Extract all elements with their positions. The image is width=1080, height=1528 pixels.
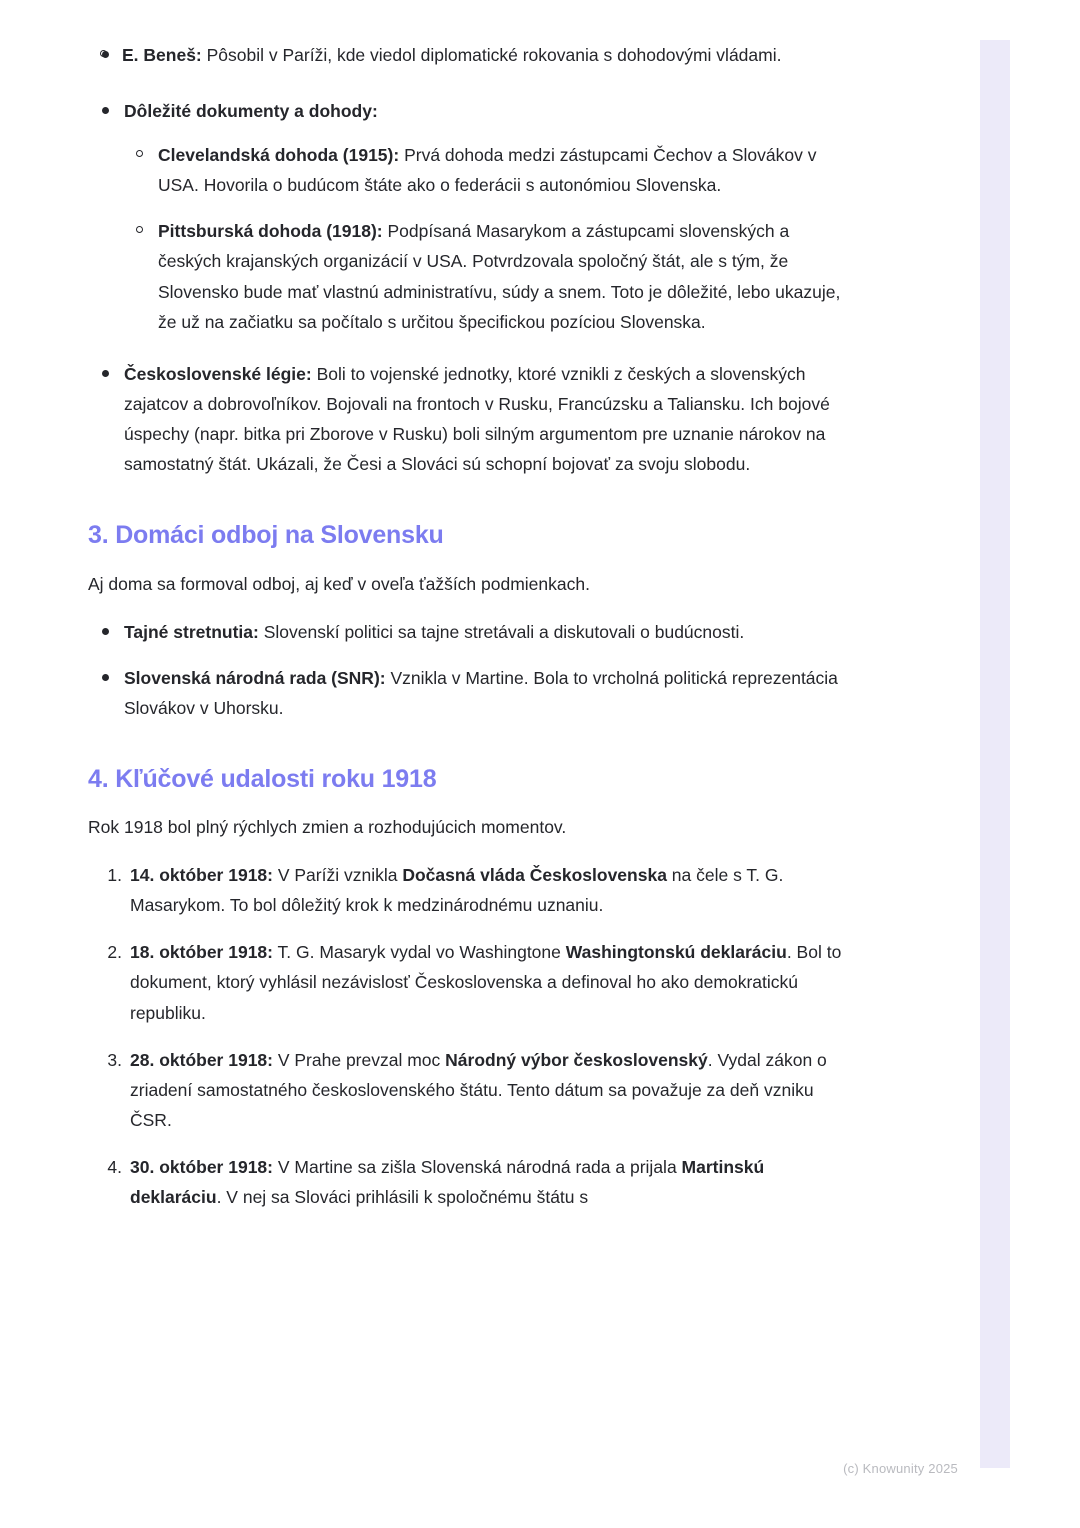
term-label: Slovenská národná rada (SNR): (124, 667, 386, 688)
event-text-a: V Martine sa zišla Slovenská národná rada a prijala (272, 1156, 682, 1177)
term-label: E. Beneš: (122, 45, 202, 65)
event-text-b: . Bol to dokument, ktorý vyhlásil nezávislosť Československa a definoval ho ako demokratickú republiku. (130, 942, 842, 1023)
list-item (124, 140, 848, 200)
document-content (88, 40, 848, 1212)
section-heading-4: 4. Kľúčové udalosti roku 1918 (88, 764, 437, 793)
top-fragment-sublist (88, 40, 848, 70)
term-label: Československé légie: (124, 363, 312, 384)
list-item (88, 1152, 848, 1212)
event-text-a: V Prahe prevzal moc (272, 1049, 446, 1070)
section-3-intro: Aj doma sa formoval odboj, aj keď v oveľa ťažších podmienkach. (88, 573, 590, 594)
event-date: 28. október 1918: (130, 1049, 273, 1070)
list-item (88, 40, 848, 70)
list-item (88, 937, 848, 1027)
section-4-intro: Rok 1918 bol plný rýchlych zmien a rozhodujúcich momentov. (88, 817, 567, 838)
term-text: Vznikla v Martine. Bola to vrcholná politická reprezentácia Slovákov v Uhorsku. (124, 667, 838, 718)
section-heading-3: 3. Domáci odboj na Slovensku (88, 521, 444, 550)
term-text: Podpísaná Masarykom a zástupcami slovenských a českých krajanských organizácií v USA. Potvrdzovala spoločný štát, ale s tým, že Slovensko bude mať vlastnú administratívu, súdy a snem. Toto je dôležité, lebo ukazuje, že už na začiatku sa počítalo s určitou špecifickou pozíciou Slovenska. (158, 221, 841, 332)
list-item (88, 617, 848, 647)
event-date: 14. október 1918: (130, 865, 273, 886)
event-date: 30. október 1918: (130, 1156, 273, 1177)
event-text-b: na čele s T. G. Masarykom. To bol dôležitý krok k medzinárodnému uznaniu. (130, 865, 784, 916)
term-text: Slovenskí politici sa tajne stretávali a diskutovali o budúcnosti. (258, 621, 745, 642)
documents-block-list (88, 96, 848, 479)
list-item (88, 359, 848, 479)
top-fragment-list (88, 40, 848, 70)
event-text-a: V Paríži vznikla (272, 865, 403, 886)
list-item (88, 663, 848, 723)
watermark: (c) Knowunity 2025 (843, 1461, 958, 1476)
documents-sublist (124, 140, 848, 337)
term-label: Pittsburská dohoda (1918): (158, 221, 383, 242)
list-item (88, 860, 848, 920)
event-text-b: . Vydal zákon o zriadení samostatného československého štátu. Tento dátum sa považuje za deň vzniku ČSR. (130, 1049, 827, 1130)
event-text-b: . V nej sa Slováci prihlásili k spoločnému štátu s (216, 1187, 589, 1207)
list-item (88, 96, 848, 337)
section-4-event-list (88, 860, 848, 1212)
list-item (88, 40, 848, 70)
term-text: Boli to vojenské jednotky, ktoré vznikli z českých a slovenských zajatcov a dobrovoľníkov. Bojovali na frontoch v Rusku, Francúzsku a Taliansku. Ich bojové úspechy (napr. bitka pri Zborove v Rusku) boli silným argumentom pre uznanie nárokov na samostatný štát. Ukázali, že Česi a Slováci sú schopní bojovať za svoju slobodu. (124, 363, 830, 475)
documents-block-lead: Dôležité dokumenty a dohody: (124, 101, 378, 122)
term-text: Pôsobil v Paríži, kde viedol diplomatické rokovania s dohodovými vládami. (201, 45, 782, 65)
page-side-rail (980, 40, 1010, 1468)
term-text: Prvá dohoda medzi zástupcami Čechov a Slovákov v USA. Hovorila o budúcom štáte ako o federácii s autonómiou Slovenska. (158, 145, 817, 196)
event-highlight: Martinskú deklaráciu (130, 1156, 765, 1207)
term-label: Tajné stretnutia: (124, 621, 259, 642)
event-date: 18. október 1918: (130, 942, 273, 963)
event-highlight: Národný výbor československý (445, 1049, 708, 1070)
section-3-list (88, 617, 848, 723)
event-text-a: T. G. Masaryk vydal vo Washingtone (272, 942, 566, 963)
event-highlight: Dočasná vláda Československa (402, 865, 667, 886)
list-item (88, 1045, 848, 1135)
event-highlight: Washingtonskú deklaráciu (565, 942, 787, 963)
term-label: Clevelandská dohoda (1915): (158, 145, 400, 166)
list-item (124, 216, 848, 336)
